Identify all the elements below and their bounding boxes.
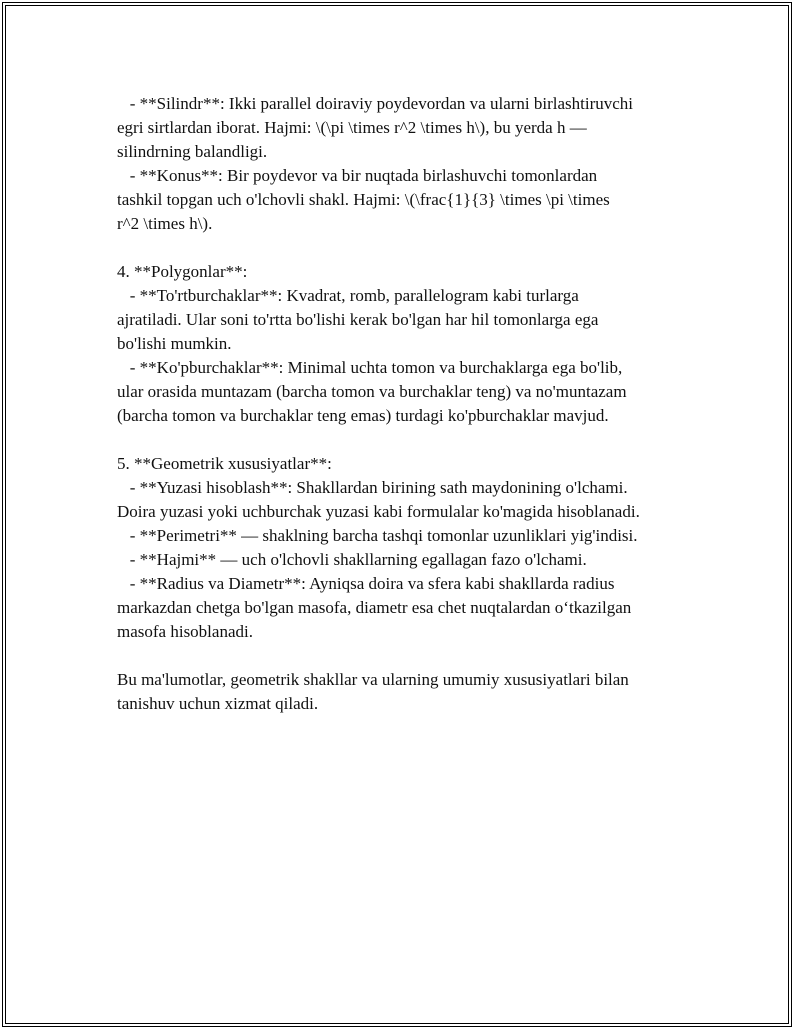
section-heading: 5. **Geometrik xususiyatlar**: — [117, 454, 332, 473]
text-line: egri sirtlardan iborat. Hajmi: \(\pi \times r^2 \times h\), bu yerda h — — [117, 118, 587, 137]
text-line: bo'lishi mumkin. — [117, 334, 232, 353]
text-line: - **To'rtburchaklar**: Kvadrat, romb, parallelogram kabi turlarga — [117, 286, 579, 305]
text-line: Doira yuzasi yoki uchburchak yuzasi kabi formulalar ko'magida hisoblanadi. — [117, 502, 640, 521]
text-line: - **Radius va Diametr**: Ayniqsa doira va sfera kabi shakllarda radius — [117, 574, 615, 593]
text-line: - **Perimetri** — shaklning barcha tashqi tomonlar uzunliklari yig'indisi. — [117, 526, 638, 545]
text-line: masofa hisoblanadi. — [117, 622, 253, 641]
text-line: markazdan chetga bo'lgan masofa, diametr esa chet nuqtalardan o‘tkazilgan — [117, 598, 632, 617]
text-line: - **Ko'pburchaklar**: Minimal uchta tomon va burchaklarga ega bo'lib, — [117, 358, 623, 377]
closing-line: tanishuv uchun xizmat qiladi. — [117, 694, 319, 713]
text-line: ular orasida muntazam (barcha tomon va burchaklar teng) va no'muntazam — [117, 382, 627, 401]
text-line: r^2 \times h\). — [117, 214, 213, 233]
document-body — [117, 92, 707, 716]
text-line: tashkil topgan uch o'lchovli shakl. Hajmi: \(\frac{1}{3} \times \pi \times — [117, 190, 610, 209]
text-line: (barcha tomon va burchaklar teng emas) turdagi ko'pburchaklar mavjud. — [117, 406, 609, 425]
text-line: - **Hajmi** — uch o'lchovli shakllarning egallagan fazo o'lchami. — [117, 550, 587, 569]
section-heading: 4. **Polygonlar**: — [117, 262, 248, 281]
text-line: - **Silindr**: Ikki parallel doiraviy poydevordan va ularni birlashtiruvchi — [117, 94, 634, 113]
paragraph-gap — [117, 644, 707, 668]
closing-line: Bu ma'lumotlar, geometrik shakllar va ularning umumiy xususiyatlari bilan — [117, 670, 629, 689]
text-line: ajratiladi. Ular soni to'rtta bo'lishi kerak bo'lgan har hil tomonlarga ega — [117, 310, 599, 329]
text-line: silindrning balandligi. — [117, 142, 268, 161]
text-line: - **Konus**: Bir poydevor va bir nuqtada birlashuvchi tomonlardan — [117, 166, 598, 185]
paragraph-gap — [117, 236, 707, 260]
text-line: - **Yuzasi hisoblash**: Shakllardan birining sath maydonining o'lchami. — [117, 478, 628, 497]
paragraph-gap — [117, 428, 707, 452]
